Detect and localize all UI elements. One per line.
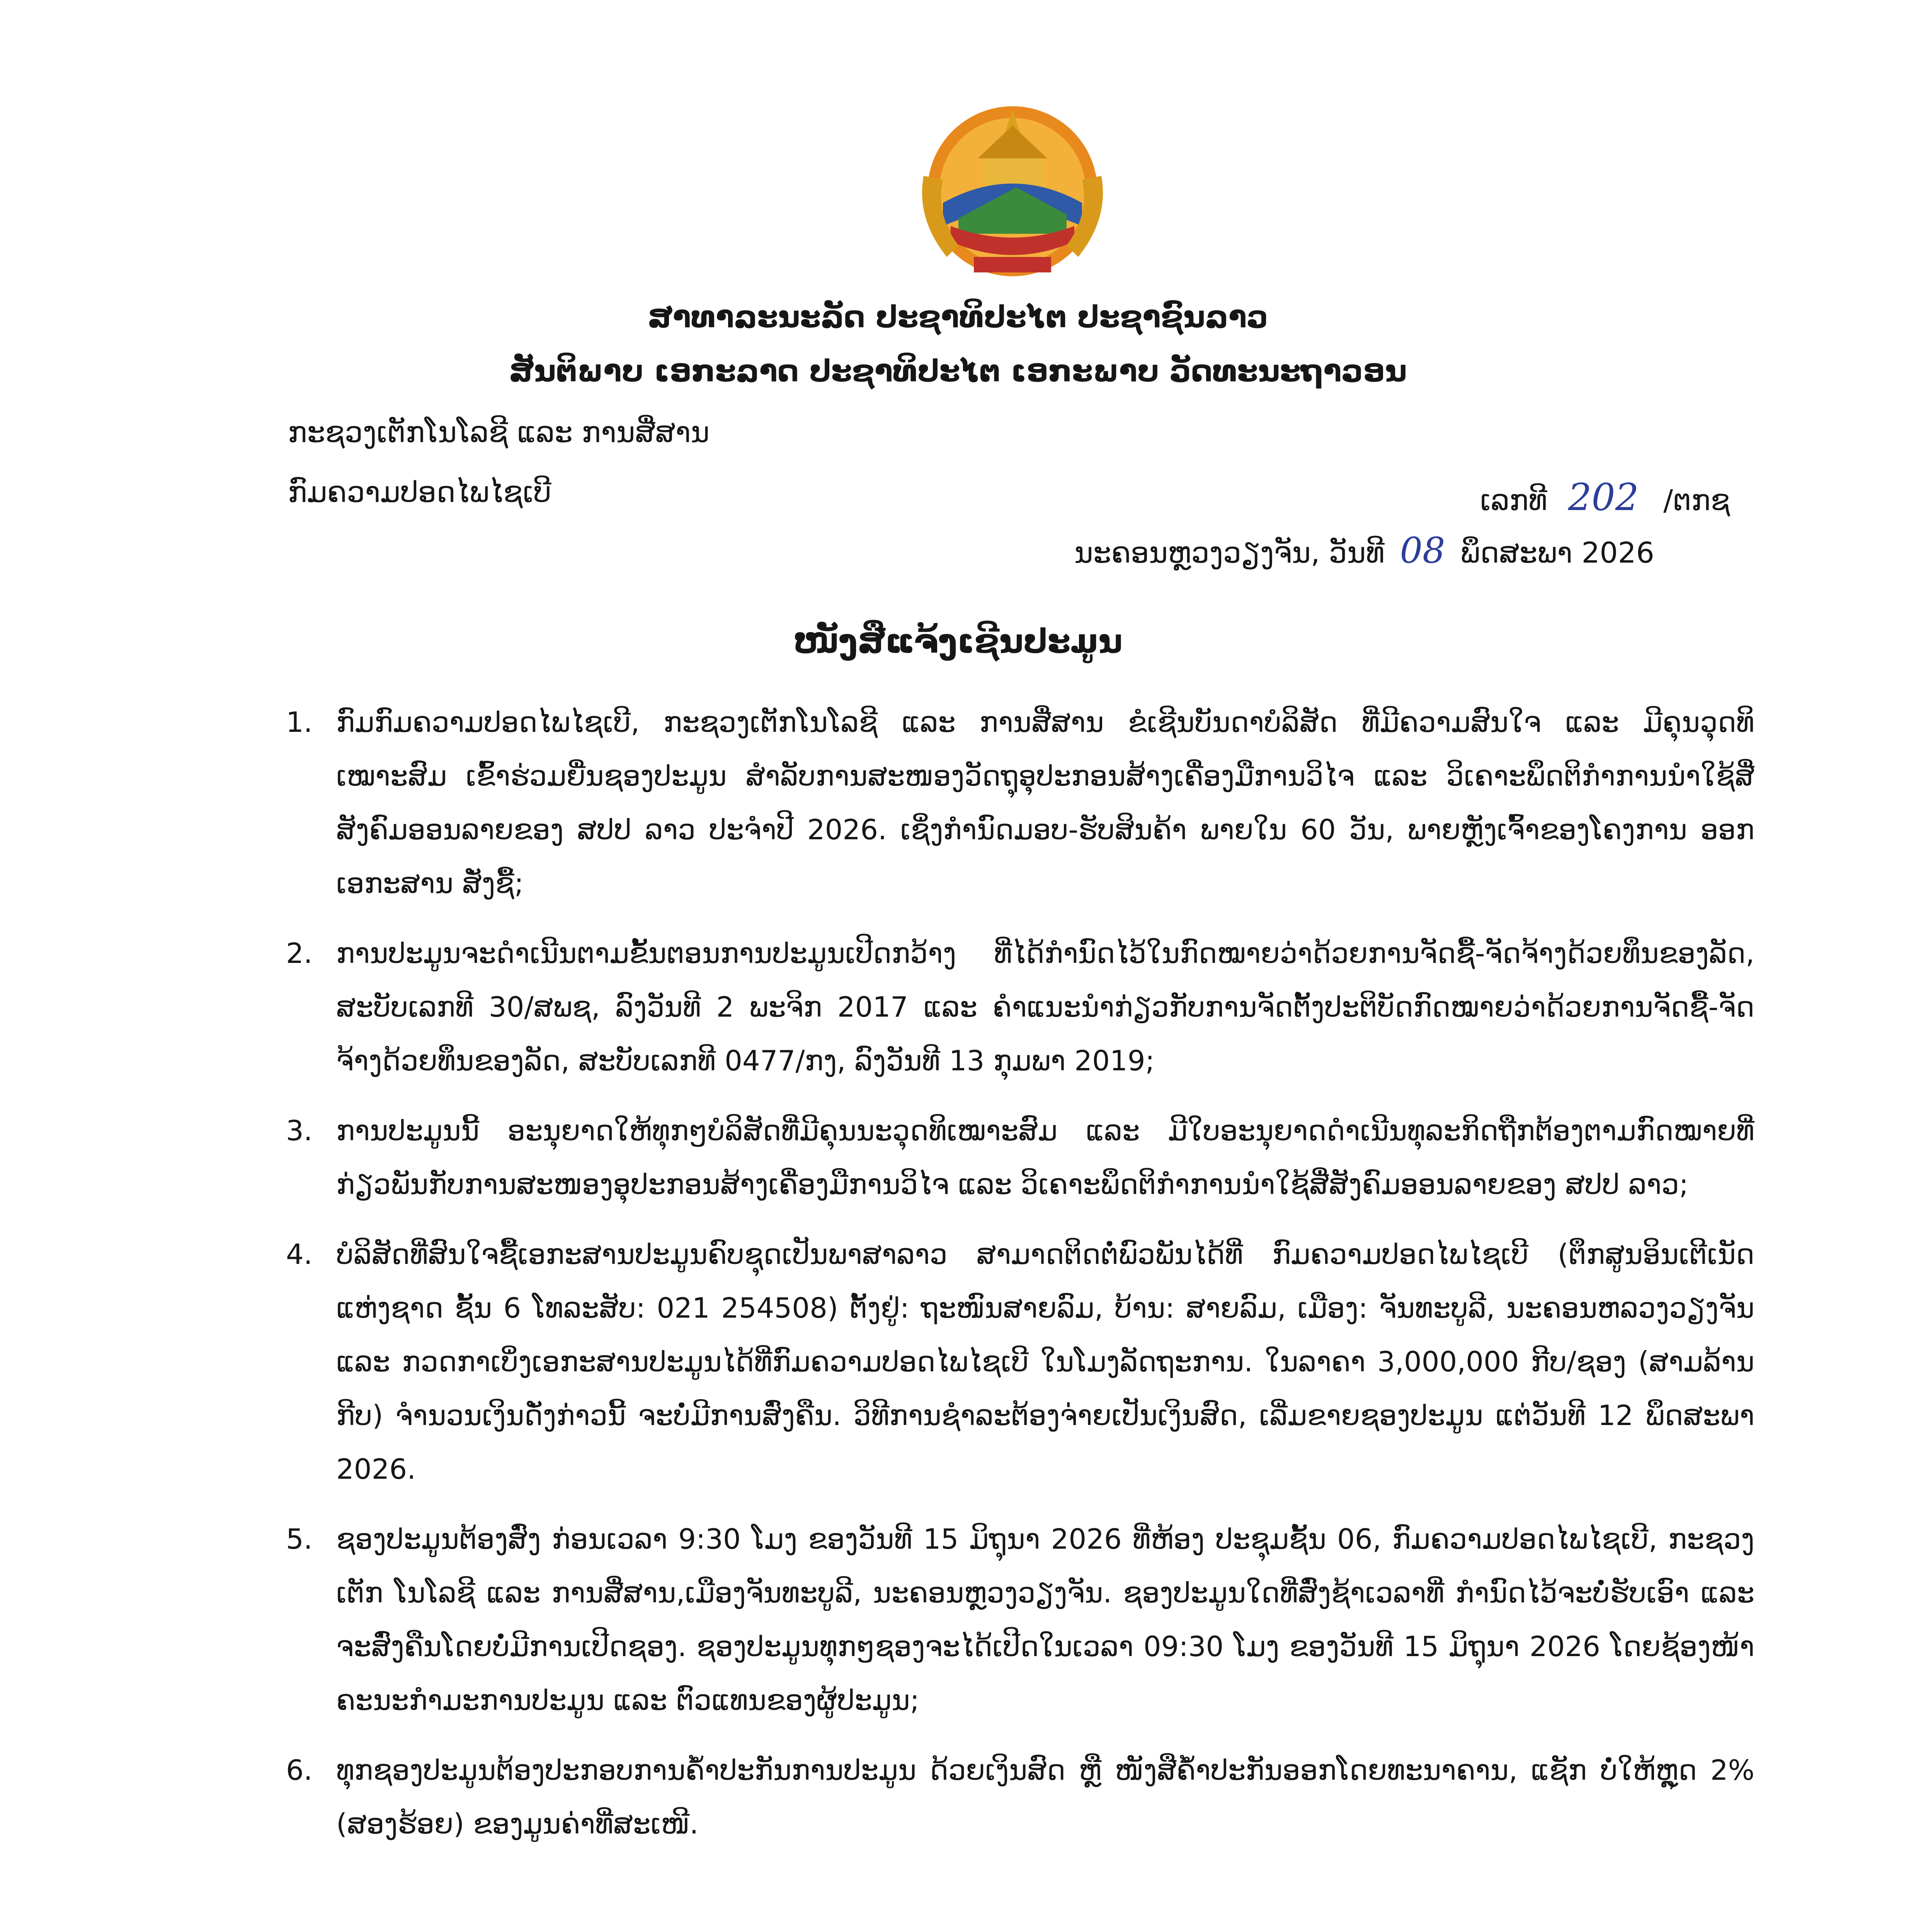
item-text: ກົມກົມຄວາມປອດໄພໄຊເບີ, ກະຊວງເຕັກໂນໂລຊີ ແລະ ການສື່ສານ ຂໍເຊີນບັນດາບໍລິສັດ ທີ່ມີຄວາມສົນໃຈ ແລະ ມີຄຸນວຸດທິເໝາະສົມ ເຂົ້າຮ່ວມຍື່ນຊອງປະມູນ ສໍາລັບການສະໜອງວັດຖຸອຸປະກອນສ້າງເຄື່ອງມືການວິໄຈ ແລະ ວິເຄາະພຶດຕິກຳການນຳໃຊ້ສື່ສັງຄົມອອນລາຍຂອງ ສປປ ລາວ ປະຈຳປີ 2026. ເຊິ່ງກຳນົດມອບ-ຮັບສິນຄ້າ ພາຍໃນ 60 ວັນ, ພາຍຫຼັງເຈົ້າຂອງໂຄງການ ອອກເອກະສານ ສັ່ງຊື້; — [336, 706, 1754, 900]
item-number: 1. — [286, 706, 313, 738]
reference-number-value: 202 — [1568, 476, 1639, 519]
date-prefix: ນະຄອນຫຼວງວຽງຈັນ, ວັນທີ — [1074, 536, 1385, 570]
notice-item — [286, 1743, 1754, 1851]
item-number: 2. — [286, 937, 313, 969]
reference-label: ເລກທີ — [1480, 484, 1547, 517]
national-emblem-icon — [900, 87, 1125, 288]
notice-item — [286, 696, 1754, 910]
department-name: ກົມຄວາມປອດໄພໄຊເບີ — [288, 476, 551, 509]
notice-item — [286, 1104, 1754, 1211]
reference-number — [1480, 475, 1730, 520]
item-number: 4. — [286, 1238, 313, 1270]
national-motto: ສັນຕິພາບ ເອກະລາດ ປະຊາທິປະໄຕ ເອກະພາບ ວັດທະນະຖາວອນ — [509, 354, 1407, 389]
reference-suffix: /ຕກຊ — [1663, 484, 1730, 517]
item-number: 6. — [286, 1754, 313, 1786]
document-title: ໜັງສືແຈ້ງເຊີນປະມູນ — [793, 622, 1123, 661]
item-text: ຊອງປະມູນຕ້ອງສົ່ງ ກ່ອນເວລາ 9:30 ໂມງ ຂອງວັນທີ 15 ມິຖຸນາ 2026 ທີ່ຫ້ອງ ປະຊຸມຊັ້ນ 06, ກົມຄວາມປອດໄພໄຊເບີ, ກະຊວງເຕັກ ໂນໂລຊີ ແລະ ການສື່ສານ,ເມືອງຈັນທະບູລີ, ນະຄອນຫຼວງວຽງຈັນ. ຊອງປະມູນໃດທີ່ສົ່ງຊ້າເວລາທີ່ ກຳນົດໄວ້ຈະບໍ່ຮັບເອົາ ແລະ ຈະສົ່ງຄືນໂດຍບໍ່ມີການເປີດຊອງ. ຊອງປະມູນທຸກໆຊອງຈະໄດ້ເປີດໃນເວລາ 09:30 ໂມງ ຂອງວັນທີ 15 ມິຖຸນາ 2026 ໂດຍຊ້ອງໜ້າຄະນະກຳມະການປະມູນ ແລະ ຕົວແທນຂອງຜູ້ປະມູນ; — [336, 1523, 1754, 1716]
date-day: 08 — [1400, 530, 1445, 571]
ministry-name: ກະຊວງເຕັກໂນໂລຊີ ແລະ ການສື່ສານ — [288, 416, 710, 449]
item-number: 3. — [286, 1114, 313, 1147]
item-text: ທຸກຊອງປະມູນຕ້ອງປະກອບການຄ້ຳປະກັນການປະມູນ ດ້ວຍເງິນສົດ ຫຼື ໜັງສືຄ້ຳປະກັນອອກໂດຍທະນາຄານ, ແຊັກ ບໍ່ໃຫ້ຫຼຸດ 2% (ສອງຮ້ອຍ) ຂອງມູນຄ່າທີ່ສະເໜີ. — [336, 1754, 1754, 1840]
item-text: ການປະມູນນີ້ ອະນຸຍາດໃຫ້ທຸກໆບໍລິສັດທີ່ມີຄຸນນະວຸດທິເໝາະສົມ ແລະ ມີໃບອະນຸຍາດດຳເນີນທຸລະກິດຖືກຕ້ອງຕາມກົດໝາຍທີ່ກ່ຽວພັນກັບການສະໜອງອຸປະກອນສ້າງເຄື່ອງມືການວິໄຈ ແລະ ວິເຄາະພຶດຕິກຳການນຳໃຊ້ສື່ສັງຄົມອອນລາຍຂອງ ສປປ ລາວ; — [336, 1114, 1754, 1201]
item-number: 5. — [286, 1523, 313, 1555]
notice-item — [286, 927, 1754, 1088]
notice-item — [286, 1228, 1754, 1496]
document-date — [1074, 529, 1654, 572]
item-text: ບໍລິສັດທີ່ສົນໃຈຊື້ເອກະສານປະມູນຄົບຊຸດເປັນພາສາລາວ ສາມາດຕິດຕໍ່ພົວພັນໄດ້ທີ່ ກົມຄວາມປອດໄພໄຊເບີ (ຕຶກສູນອິນເຕີເນັດ ແຫ່ງຊາດ ຊັ້ນ 6 ໂທລະສັບ: 021 254508) ຕັ້ງຢູ່: ຖະໜົນສາຍລົມ, ບ້ານ: ສາຍລົມ, ເມືອງ: ຈັນທະບູລີ, ນະຄອນຫລວງວຽງຈັນ ແລະ ກວດກາເບິ່ງເອກະສານປະມູນໄດ້ທີ່ກົມຄວາມປອດໄພໄຊເບີ ໃນໂມງລັດຖະການ. ໃນລາຄາ 3,000,000 ກີບ/ຊອງ (ສາມລ້ານກີບ) ຈຳນວນເງິນດັ່ງກ່າວນີ້ ຈະບໍ່ມີການສົ່ງຄືນ. ວິທີການຊຳລະຕ້ອງຈ່າຍເປັນເງິນສົດ, ເລີ່ມຂາຍຊອງປະມູນ ແຕ່ວັນທີ 12 ພຶດສະພາ 2026. — [336, 1238, 1754, 1485]
notice-item — [286, 1512, 1754, 1727]
item-text: ການປະມູນຈະດຳເນີນຕາມຂັ້ນຕອນການປະມູນເປີດກວ້າງ ທີ່ໄດ້ກຳນົດໄວ້ໃນກົດໝາຍວ່າດ້ວຍການຈັດຊື້-ຈັດຈ້າງດ້ວຍທຶນຂອງລັດ, ສະບັບເລກທີ 30/ສພຊ, ລົງວັນທີ 2 ພະຈິກ 2017 ແລະ ຄຳແນະນຳກ່ຽວກັບການຈັດຕັ້ງປະຕິບັດກົດໝາຍວ່າດ້ວຍການຈັດຊື້-ຈັດຈ້າງດ້ວຍທຶນຂອງລັດ, ສະບັບເລກທີ 0477/ກງ, ລົງວັນທີ 13 ກຸມພາ 2019; — [336, 937, 1754, 1077]
date-month-year: ພຶດສະພາ 2026 — [1460, 536, 1654, 570]
notice-items — [286, 696, 1754, 1867]
republic-name: ສາທາລະນະລັດ ປະຊາທິປະໄຕ ປະຊາຊົນລາວ — [648, 300, 1268, 335]
